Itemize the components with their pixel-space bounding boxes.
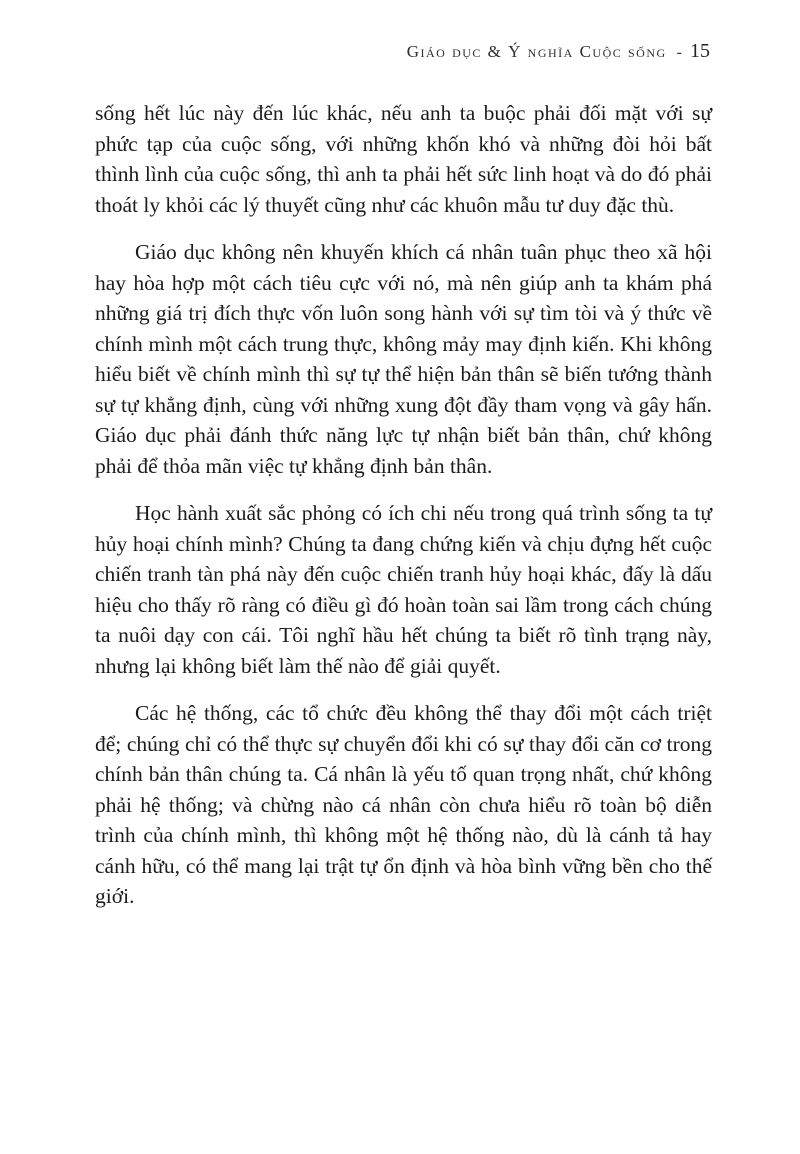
paragraph: Giáo dục không nên khuyến khích cá nhân tuân phục theo xã hội hay hòa hợp một cách tiêu cực với nó, mà nên giúp anh ta khám phá những giá trị đích thực vốn luôn song hành với sự tìm tòi và ý thức về chính mình một cách trung thực, không mảy may định kiến. Khi không hiểu biết về chính mình thì sự tự thể hiện bản thân sẽ biến tướng thành sự tự khẳng định, cùng với những xung đột đầy tham vọng và gây hấn. Giáo dục phải đánh thức năng lực tự nhận biết bản thân, chứ không phải để thỏa mãn việc tự khẳng định bản thân. — [95, 240, 712, 478]
book-title: Giáo dục & Ý nghĩa Cuộc sống — [406, 42, 667, 61]
paragraph: Học hành xuất sắc phỏng có ích chi nếu trong quá trình sống ta tự hủy hoại chính mình? Chúng ta đang chứng kiến và chịu đựng hết cuộc chiến tranh tàn phá này đến cuộc chiến tranh hủy hoại khác, đấy là dấu hiệu cho thấy rõ ràng có điều gì đó hoàn toàn sai lầm trong cách chúng ta nuôi dạy con cái. Tôi nghĩ hầu hết chúng ta biết rõ tình trạng này, nhưng lại không biết làm thế nào để giải quyết. — [95, 501, 712, 678]
page-body — [95, 98, 712, 929]
running-header — [95, 40, 710, 63]
paragraph: Các hệ thống, các tổ chức đều không thể thay đổi một cách triệt để; chúng chỉ có thể thực sự chuyển đổi khi có sự thay đổi căn cơ trong chính bản thân chúng ta. Cá nhân là yếu tố quan trọng nhất, chứ không phải hệ thống; và chừng nào cá nhân còn chưa hiểu rõ toàn bộ diễn trình của chính mình, thì không một hệ thống nào, dù là cánh tả hay cánh hữu, có thể mang lại trật tự ổn định và hòa bình vững bền cho thế giới. — [95, 701, 712, 908]
page-number: 15 — [690, 40, 710, 62]
paragraph: sống hết lúc này đến lúc khác, nếu anh ta buộc phải đối mặt với sự phức tạp của cuộc sống, với những khốn khó và những đòi hỏi bất thình lình của cuộc sống, thì anh ta phải hết sức linh hoạt và do đó phải thoát ly khỏi các lý thuyết cũng như các khuôn mẫu tư duy đặc thù. — [95, 101, 712, 217]
header-separator: - — [676, 44, 682, 61]
